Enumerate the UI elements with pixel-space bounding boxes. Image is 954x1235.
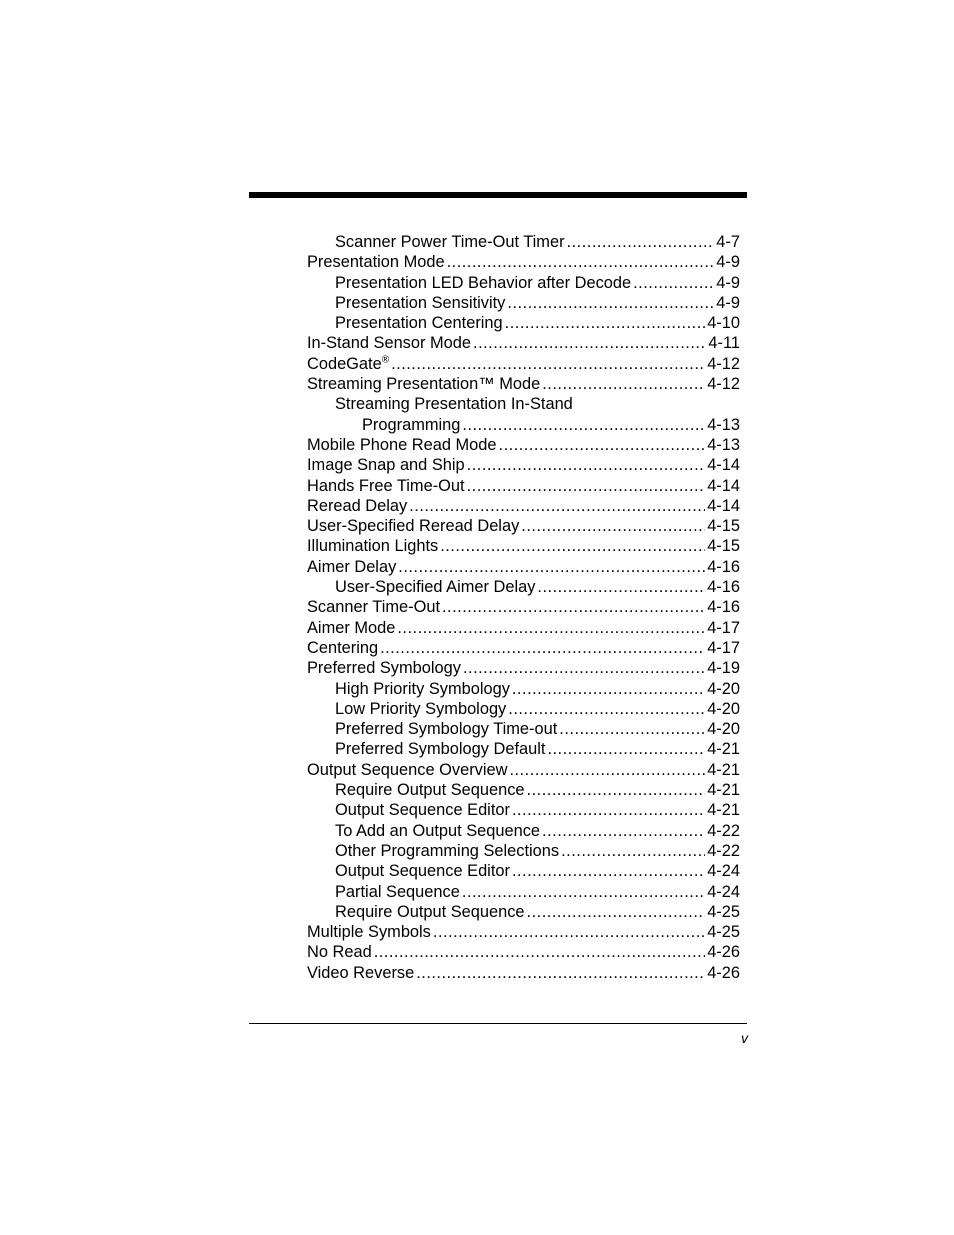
toc-entry-page: 4-26 <box>707 943 740 962</box>
toc-entry-title-text: Output Sequence Editor <box>335 801 510 820</box>
toc-entry-title-text: Other Programming Selections <box>335 841 560 860</box>
toc-entry-page: 4-19 <box>707 659 740 678</box>
toc-leader-dots <box>391 354 705 374</box>
toc-entry <box>307 354 740 374</box>
toc-entry-title <box>335 394 573 414</box>
toc-entry <box>307 374 740 394</box>
registered-mark: ® <box>381 354 390 366</box>
toc-entry-page: 4-14 <box>707 496 740 515</box>
toc-entry-title-text: Output Sequence Overview <box>307 760 508 779</box>
toc-leader-dots <box>561 841 705 861</box>
toc-entry-title <box>335 679 510 699</box>
toc-leader-dots <box>508 699 705 719</box>
toc-entry-title-text: To Add an Output Sequence <box>335 821 541 840</box>
toc-entry <box>307 679 740 699</box>
toc-entry-title-text: CodeGate <box>307 354 382 373</box>
toc-entry-title <box>307 638 378 658</box>
toc-entry-title-text: Hands Free Time-Out <box>307 476 465 495</box>
toc-entry-page: 4-9 <box>716 293 740 312</box>
toc-entry-page: 4-11 <box>708 334 740 353</box>
toc-leader-dots <box>521 516 705 536</box>
toc-entry <box>307 882 740 902</box>
toc-entry <box>307 232 740 252</box>
toc-entry-page: 4-17 <box>707 618 740 637</box>
toc-entry-title <box>307 455 465 475</box>
toc-leader-dots <box>512 861 705 881</box>
toc-leader-dots <box>462 882 705 902</box>
toc-entry <box>307 394 740 414</box>
toc-entry-title-text: Illumination Lights <box>307 537 439 556</box>
toc-entry-title-text: Require Output Sequence <box>335 902 525 921</box>
toc-entry-title <box>307 597 440 617</box>
toc-entry-title-text: Preferred Symbology Time-out <box>335 720 558 739</box>
toc-entry <box>307 333 740 353</box>
toc-leader-dots <box>547 739 705 759</box>
toc-entry-page: 4-16 <box>707 578 740 597</box>
toc-entry-page: 4-9 <box>716 253 740 272</box>
toc-entry-title-text: Low Priority Symbology <box>335 699 507 718</box>
toc-entry-title <box>335 780 525 800</box>
toc-leader-dots <box>374 942 705 962</box>
toc-entry <box>307 577 740 597</box>
footer-rule <box>249 1023 747 1024</box>
toc-entry <box>307 780 740 800</box>
toc-leader-dots <box>542 374 705 394</box>
toc-entry <box>307 273 740 293</box>
toc-entry <box>307 942 740 962</box>
toc-entry-title-text: Aimer Delay <box>307 557 397 576</box>
toc-leader-dots <box>433 922 705 942</box>
toc-entry <box>307 496 740 516</box>
toc-entry-page: 4-22 <box>707 841 740 860</box>
toc-entry <box>307 658 740 678</box>
toc-entry-title <box>335 821 540 841</box>
toc-entry-title <box>307 536 438 556</box>
header-rule <box>249 192 747 198</box>
toc-leader-dots <box>542 821 705 841</box>
toc-entry-page: 4-16 <box>707 598 740 617</box>
toc-entry-page: 4-22 <box>707 821 740 840</box>
toc-entry-page: 4-16 <box>707 557 740 576</box>
toc-entry-title <box>335 800 510 820</box>
toc-leader-dots <box>512 800 705 820</box>
toc-entry <box>307 719 740 739</box>
toc-entry-page: 4-21 <box>707 801 740 820</box>
toc-entry-title-text: Image Snap and Ship <box>307 456 465 475</box>
toc-leader-dots <box>409 496 705 516</box>
toc-entry-title-text: User-Specified Reread Delay <box>307 517 520 536</box>
toc-entry-title <box>307 942 372 962</box>
toc-leader-dots <box>633 273 714 293</box>
table-of-contents <box>307 232 740 983</box>
toc-entry-title-text: User-Specified Aimer Delay <box>335 578 536 597</box>
toc-entry-title <box>335 232 565 252</box>
toc-leader-dots <box>537 577 705 597</box>
toc-entry <box>307 760 740 780</box>
toc-leader-dots <box>567 232 715 252</box>
toc-entry <box>307 455 740 475</box>
toc-entry-title-text: Streaming Presentation In-Stand <box>335 395 573 414</box>
toc-entry-page: 4-25 <box>707 923 740 942</box>
toc-entry-title <box>335 577 535 597</box>
toc-entry-title <box>307 435 497 455</box>
toc-entry-page: 4-20 <box>707 679 740 698</box>
toc-entry-title <box>307 658 461 678</box>
toc-entry <box>307 800 740 820</box>
toc-entry-page: 4-25 <box>707 902 740 921</box>
toc-entry <box>307 516 740 536</box>
toc-leader-dots <box>507 293 714 313</box>
toc-leader-dots <box>380 638 705 658</box>
toc-entry <box>307 841 740 861</box>
toc-leader-dots <box>512 679 705 699</box>
toc-entry <box>307 699 740 719</box>
toc-entry-title <box>307 922 431 942</box>
toc-entry-title <box>335 293 505 313</box>
toc-leader-dots <box>440 536 705 556</box>
toc-leader-dots <box>462 415 705 435</box>
toc-entry-title <box>335 699 506 719</box>
toc-entry-page: 4-14 <box>707 456 740 475</box>
toc-entry <box>307 313 740 333</box>
toc-entry-title <box>307 476 465 496</box>
toc-entry-page: 4-10 <box>707 314 740 333</box>
toc-entry-page: 4-13 <box>707 415 740 434</box>
toc-entry-title <box>335 739 545 759</box>
toc-entry-title <box>307 496 407 516</box>
toc-entry-title-text: Aimer Mode <box>307 618 396 637</box>
toc-entry-title <box>307 557 396 577</box>
toc-entry-page: 4-15 <box>707 537 740 556</box>
toc-entry-title <box>335 861 510 881</box>
toc-entry-title-text: Require Output Sequence <box>335 781 525 800</box>
toc-entry-title-text: Partial Sequence <box>335 882 460 901</box>
toc-entry-title-text: Video Reverse <box>307 963 415 982</box>
toc-entry <box>307 821 740 841</box>
toc-leader-dots <box>499 435 706 455</box>
toc-entry <box>307 415 740 435</box>
toc-entry-title-text: Mobile Phone Read Mode <box>307 435 497 454</box>
toc-entry <box>307 963 740 983</box>
toc-entry <box>307 557 740 577</box>
toc-entry-title-text: Presentation Sensitivity <box>335 293 506 312</box>
toc-entry-title-text: Reread Delay <box>307 496 408 515</box>
toc-leader-dots <box>416 963 705 983</box>
toc-entry-title-text: Multiple Symbols <box>307 923 431 942</box>
toc-entry-title <box>307 333 471 353</box>
toc-leader-dots <box>463 658 705 678</box>
toc-entry-title <box>335 313 503 333</box>
toc-entry-page: 4-21 <box>707 760 740 779</box>
toc-entry-title-text: In-Stand Sensor Mode <box>307 334 472 353</box>
toc-entry-page: 4-7 <box>716 233 740 251</box>
toc-entry-page: 4-24 <box>707 862 740 881</box>
toc-entry-title-text: High Priority Symbology <box>335 679 510 698</box>
toc-leader-dots <box>509 760 705 780</box>
toc-entry-title <box>335 273 631 293</box>
toc-entry-title <box>335 902 525 922</box>
toc-leader-dots <box>505 313 706 333</box>
toc-entry-title-text: No Read <box>307 943 372 962</box>
toc-leader-dots <box>397 618 705 638</box>
toc-leader-dots <box>442 597 705 617</box>
toc-entry-title <box>307 516 519 536</box>
page-number: v <box>741 1030 748 1046</box>
toc-entry-page: 4-17 <box>707 638 740 657</box>
toc-entry <box>307 435 740 455</box>
toc-entry-page: 4-26 <box>707 963 740 982</box>
toc-entry <box>307 861 740 881</box>
toc-entry-title <box>307 760 507 780</box>
toc-entry-title <box>362 415 460 435</box>
toc-entry-page: 4-24 <box>707 882 740 901</box>
toc-entry-title-text: Preferred Symbology <box>307 659 461 678</box>
toc-leader-dots <box>467 476 706 496</box>
toc-entry-title <box>307 963 414 983</box>
toc-entry-title <box>335 719 557 739</box>
toc-entry-page: 4-20 <box>707 699 740 718</box>
toc-entry <box>307 597 740 617</box>
toc-leader-dots <box>473 333 706 353</box>
toc-entry <box>307 902 740 922</box>
toc-entry-page: 4-14 <box>707 476 740 495</box>
toc-entry-title-text: Presentation LED Behavior after Decode <box>335 273 632 292</box>
toc-entry-title-text: Presentation Mode <box>307 253 445 272</box>
toc-entry-title <box>307 252 445 272</box>
toc-entry-page: 4-21 <box>707 740 740 759</box>
toc-entry-title-text: Scanner Power Time-Out Timer <box>335 233 565 251</box>
toc-entry <box>307 739 740 759</box>
toc-entry <box>307 252 740 272</box>
toc-entry-title <box>307 618 395 638</box>
toc-entry-page: 4-15 <box>707 517 740 536</box>
toc-entry-title-text: Centering <box>307 638 379 657</box>
toc-entry <box>307 536 740 556</box>
toc-entry-title-text: Presentation Centering <box>335 314 503 333</box>
toc-entry-page: 4-21 <box>707 781 740 800</box>
toc-leader-dots <box>527 902 706 922</box>
toc-leader-dots <box>398 557 705 577</box>
toc-entry-title <box>307 354 389 374</box>
toc-leader-dots <box>559 719 705 739</box>
toc-leader-dots <box>447 252 715 272</box>
toc-entry-page: 4-13 <box>707 435 740 454</box>
toc-leader-dots <box>467 455 706 475</box>
toc-entry-page: 4-12 <box>707 375 740 394</box>
toc-entry-page: 4-9 <box>716 273 740 292</box>
toc-entry-title-text: Scanner Time-Out <box>307 598 440 617</box>
toc-entry-title-text: Streaming Presentation™ Mode <box>307 375 541 394</box>
toc-entry-title <box>335 841 559 861</box>
toc-entry <box>307 618 740 638</box>
toc-entry-page: 4-12 <box>707 354 740 373</box>
toc-entry-title-text: Preferred Symbology Default <box>335 740 546 759</box>
toc-entry-page: 4-20 <box>707 720 740 739</box>
toc-leader-dots <box>527 780 706 800</box>
toc-entry-title <box>307 374 540 394</box>
toc-entry-title-text: Output Sequence Editor <box>335 862 510 881</box>
toc-entry <box>307 638 740 658</box>
toc-entry <box>307 476 740 496</box>
toc-entry <box>307 293 740 313</box>
toc-entry-title <box>335 882 460 902</box>
toc-entry <box>307 922 740 942</box>
toc-entry-title-text: Programming <box>362 415 461 434</box>
